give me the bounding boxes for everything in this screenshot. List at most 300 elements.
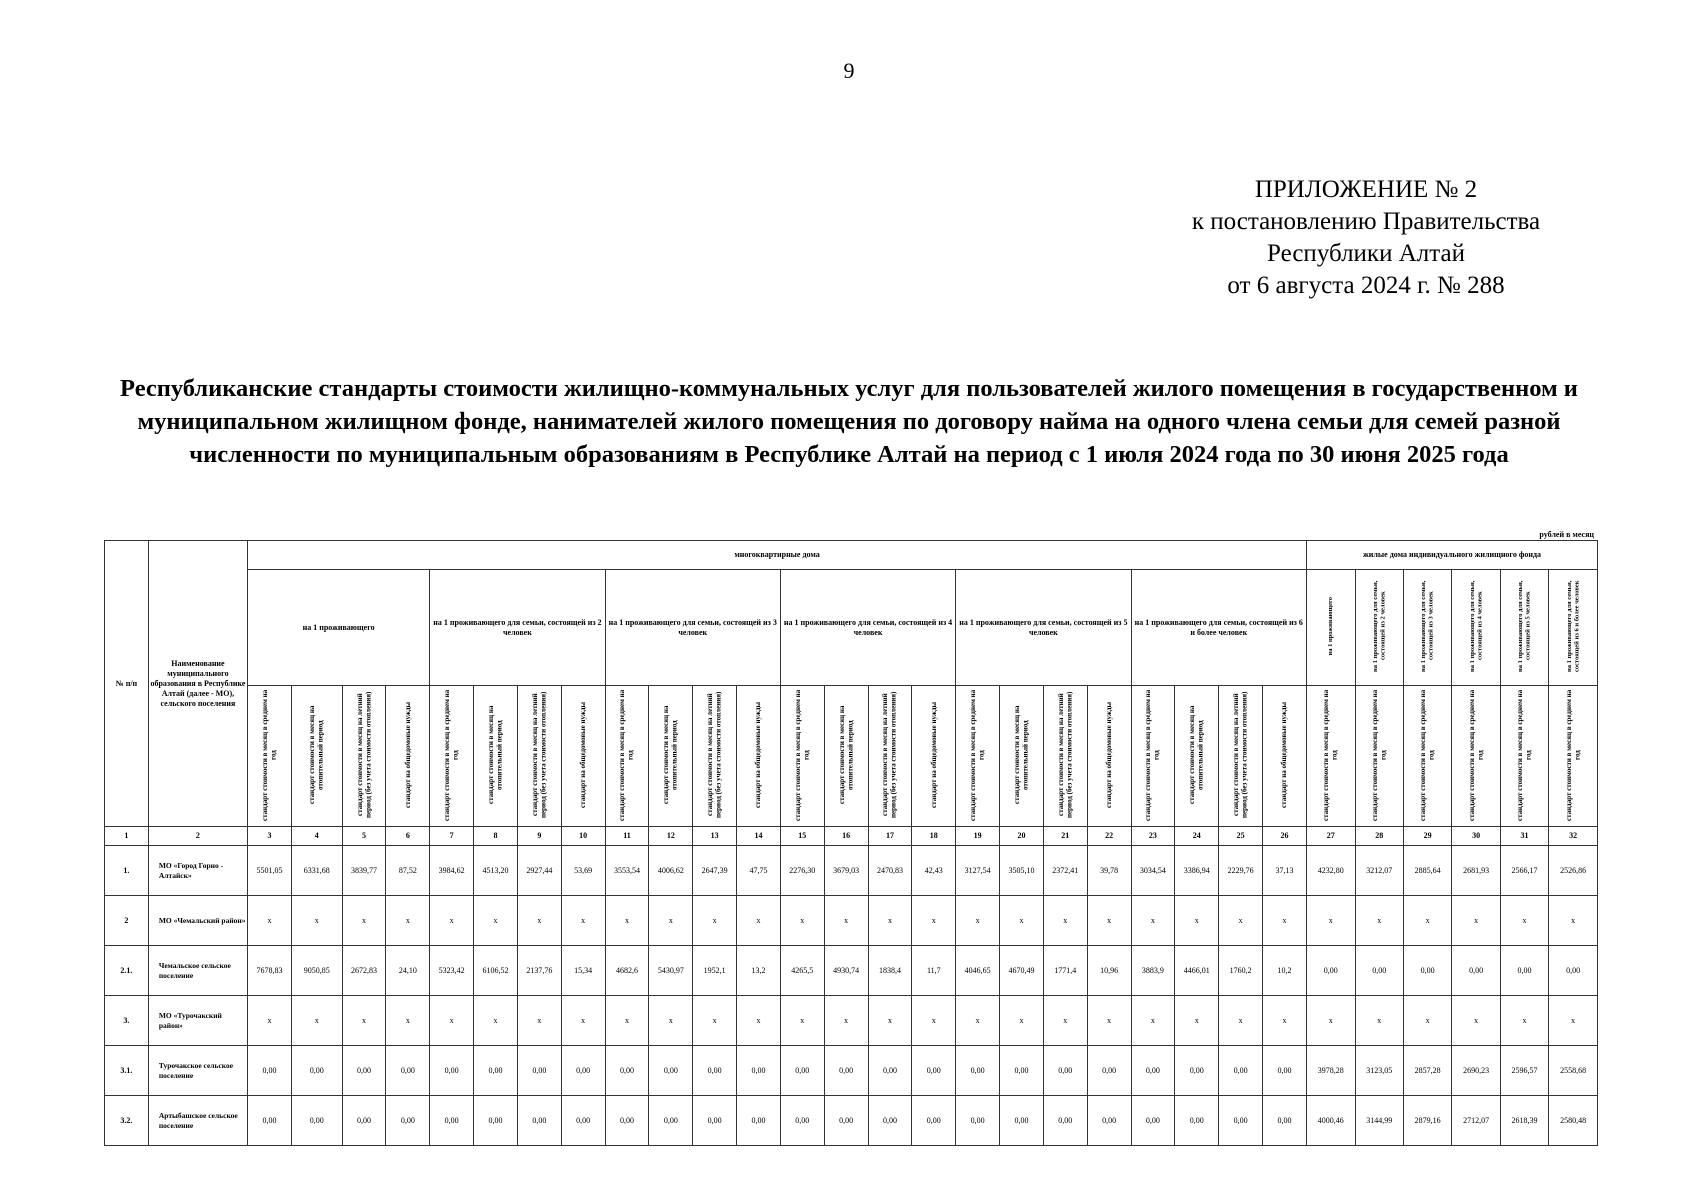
value-cell: 13,2 — [737, 946, 781, 996]
value-cell: 2558,68 — [1549, 1046, 1598, 1096]
header-column-rotated-text: стандарт стоимости в месяц на летний период (без учета стоимости отопления) — [1056, 691, 1074, 818]
header-column-rotated — [561, 686, 605, 827]
header-column-rotated — [342, 686, 386, 827]
value-cell: 10,2 — [1263, 946, 1307, 996]
header-subgroup-rotated-text: на 1 проживающего для семьи, состоящей из 3 человек — [1420, 580, 1435, 672]
value-cell: х — [868, 896, 912, 946]
value-cell: 2566,17 — [1500, 846, 1548, 896]
value-cell: 0,00 — [1000, 1046, 1044, 1096]
column-number: 4 — [291, 827, 342, 846]
header-column-rotated — [693, 686, 737, 827]
header-column-rotated-text: стандарт стоимости в месяц в среднем на год — [1322, 688, 1339, 821]
header-column-rotated — [824, 686, 868, 827]
value-cell: х — [1403, 996, 1451, 1046]
value-cell: 24,10 — [386, 946, 430, 996]
value-cell: 3127,54 — [956, 846, 1000, 896]
column-number: 16 — [824, 827, 868, 846]
value-cell: 15,34 — [561, 946, 605, 996]
header-column-rotated — [1000, 686, 1044, 827]
value-cell: 1838,4 — [868, 946, 912, 996]
standards-table — [104, 540, 1598, 1146]
header-column-rotated-text: стандарт стоимости в месяц в среднем на год — [1419, 688, 1436, 821]
value-cell: 0,00 — [1043, 1096, 1087, 1146]
value-cell: 0,00 — [956, 1096, 1000, 1146]
value-cell: х — [1549, 896, 1598, 946]
header-subgroup-rotated-text: на 1 проживающего для семьи, состоящей из 6 и более человек — [1565, 580, 1581, 672]
value-cell: 1771,4 — [1043, 946, 1087, 996]
header-subgroup-rotated-text: на 1 проживающего для семьи, состоящей из 2 человек — [1371, 580, 1387, 672]
value-cell: 3553,54 — [605, 846, 649, 896]
value-cell: 3839,77 — [342, 846, 386, 896]
column-number: 23 — [1131, 827, 1175, 846]
header-subgroup: на 1 проживающего для семьи, состоящей из 4 человек — [780, 570, 955, 686]
header-column-rotated-text: стандарт стоимости в месяц на летний период (без учета стоимости отопления) — [1232, 691, 1249, 818]
column-number: 15 — [780, 827, 824, 846]
table-row — [105, 946, 1598, 996]
header-subgroup-rotated — [1549, 570, 1598, 686]
header-column-rotated-text: стандарт стоимости в месяц в среднем на год — [1516, 688, 1533, 821]
header-row — [105, 686, 1598, 827]
header-row — [105, 570, 1598, 686]
value-cell: 2647,39 — [693, 846, 737, 896]
column-number: 5 — [342, 827, 386, 846]
value-cell: х — [912, 996, 956, 1046]
column-number: 1 — [105, 827, 149, 846]
value-cell: 0,00 — [912, 1046, 956, 1096]
value-cell: 0,00 — [605, 1096, 649, 1146]
value-cell: х — [474, 896, 518, 946]
value-cell: 0,00 — [912, 1096, 956, 1146]
column-number: 6 — [386, 827, 430, 846]
column-number: 9 — [517, 827, 561, 846]
value-cell: х — [780, 996, 824, 1046]
value-cell: 3978,28 — [1307, 1046, 1355, 1096]
value-cell: 2927,44 — [517, 846, 561, 896]
value-cell: 0,00 — [248, 1096, 292, 1146]
header-column-rotated — [1452, 686, 1500, 827]
value-cell: х — [386, 996, 430, 1046]
header-column-rotated-text: стандарт стоимости в месяц на отопительный период — [1012, 705, 1030, 804]
header-column-rotated-text: стандарт стоимости в месяц в среднем на год — [618, 688, 635, 821]
value-cell: 4466,01 — [1175, 946, 1219, 996]
column-number: 27 — [1307, 827, 1355, 846]
value-cell: х — [1355, 896, 1403, 946]
value-cell: 2229,76 — [1219, 846, 1263, 896]
value-cell: 0,00 — [291, 1046, 342, 1096]
value-cell: х — [1355, 996, 1403, 1046]
value-cell: х — [248, 996, 292, 1046]
value-cell: 0,00 — [1131, 1096, 1175, 1146]
value-cell: х — [649, 896, 693, 946]
value-cell: х — [517, 996, 561, 1046]
header-group-apartment-buildings: многоквартирные дома — [248, 541, 1307, 570]
value-cell: 5501,05 — [248, 846, 292, 896]
value-cell: х — [474, 996, 518, 1046]
value-cell: х — [1500, 996, 1548, 1046]
value-cell: 0,00 — [474, 1096, 518, 1146]
value-cell: 0,00 — [561, 1046, 605, 1096]
value-cell: 4513,20 — [474, 846, 518, 896]
header-column-rotated-text: стандарт стоимости в месяц в среднем на год — [1467, 688, 1485, 821]
column-number: 14 — [737, 827, 781, 846]
value-cell: 4670,49 — [1000, 946, 1044, 996]
value-cell: 0,00 — [517, 1046, 561, 1096]
value-cell: 37,13 — [1263, 846, 1307, 896]
value-cell: 2596,57 — [1500, 1046, 1548, 1096]
value-cell: 3883,9 — [1131, 946, 1175, 996]
value-cell: 0,00 — [1219, 1046, 1263, 1096]
value-cell: х — [956, 996, 1000, 1046]
header-number: № п/п — [105, 541, 149, 827]
value-cell: 4232,80 — [1307, 846, 1355, 896]
header-group-individual-houses: жилые дома индивидуального жилищного фонда — [1307, 541, 1598, 570]
value-cell: х — [1452, 896, 1500, 946]
row-number: 1. — [105, 846, 149, 896]
value-cell: 0,00 — [430, 1096, 474, 1146]
value-cell: х — [737, 896, 781, 946]
value-cell: 4930,74 — [824, 946, 868, 996]
value-cell: х — [1043, 996, 1087, 1046]
value-cell: х — [248, 896, 292, 946]
value-cell: х — [1175, 996, 1219, 1046]
value-cell: х — [1175, 896, 1219, 946]
column-number: 11 — [605, 827, 649, 846]
value-cell: х — [1219, 896, 1263, 946]
table-row — [105, 1046, 1598, 1096]
header-column-rotated-text: стандарт стоимости в месяц в среднем на год — [443, 688, 460, 821]
value-cell: 2857,28 — [1403, 1046, 1451, 1096]
column-number: 7 — [430, 827, 474, 846]
value-cell: х — [1087, 996, 1131, 1046]
value-cell: 0,00 — [824, 1096, 868, 1146]
value-cell: х — [605, 896, 649, 946]
value-cell: 2879,16 — [1403, 1096, 1451, 1146]
header-column-rotated — [737, 686, 781, 827]
header-column-rotated — [1087, 686, 1131, 827]
page-number: 9 — [843, 58, 855, 83]
value-cell: х — [956, 896, 1000, 946]
value-cell: 0,00 — [1549, 946, 1598, 996]
row-municipality-name: МО «Город Горно - Алтайск» — [148, 846, 247, 896]
value-cell: х — [291, 896, 342, 946]
value-cell: 6331,68 — [291, 846, 342, 896]
value-cell: 1760,2 — [1219, 946, 1263, 996]
header-column-rotated — [1355, 686, 1403, 827]
header-column-rotated-text: стандарт стоимости в месяц на летний период (без учета стоимости отопления) — [355, 691, 373, 818]
value-cell: х — [1263, 896, 1307, 946]
value-cell: 2137,76 — [517, 946, 561, 996]
header-column-rotated-text: стандарт на общедомовые нужды — [578, 701, 587, 808]
header-subgroup: на 1 проживающего для семьи, состоящей из 3 человек — [605, 570, 780, 686]
value-cell: 0,00 — [430, 1046, 474, 1096]
header-subgroup-rotated-text: на 1 проживающего — [1327, 596, 1335, 656]
value-cell: 0,00 — [1219, 1096, 1263, 1146]
value-cell: х — [1403, 896, 1451, 946]
header-subgroup-rotated-text: на 1 проживающего для семьи, состоящей из 4 человек — [1468, 580, 1484, 672]
value-cell: х — [291, 996, 342, 1046]
header-column-rotated — [780, 686, 824, 827]
row-municipality-name: Артыбашское сельское поселение — [148, 1096, 247, 1146]
appendix-line: ПРИЛОЖЕНИЕ № 2 — [1254, 176, 1478, 203]
value-cell: х — [1500, 896, 1548, 946]
row-municipality-name: Турочакское сельское поселение — [148, 1046, 247, 1096]
header-column-rotated — [912, 686, 956, 827]
header-column-rotated-text: стандарт стоимости в месяц на отопительный период — [837, 705, 855, 804]
column-number: 30 — [1452, 827, 1500, 846]
header-subgroup: на 1 проживающего для семьи, состоящей из 2 человек — [430, 570, 605, 686]
header-row — [105, 541, 1598, 570]
value-cell: х — [868, 996, 912, 1046]
header-subgroup: на 1 проживающего — [248, 570, 430, 686]
value-cell: 0,00 — [1087, 1046, 1131, 1096]
value-cell: 10,96 — [1087, 946, 1131, 996]
row-number: 2.1. — [105, 946, 149, 996]
value-cell: 3034,54 — [1131, 846, 1175, 896]
row-municipality-name: МО «Чемальский район» — [148, 896, 247, 946]
header-column-rotated-text: стандарт стоимости в месяц в среднем на год — [1564, 688, 1582, 821]
value-cell: 47,75 — [737, 846, 781, 896]
units-label: рублей в месяц — [1539, 530, 1594, 539]
column-number: 31 — [1500, 827, 1548, 846]
value-cell: 0,00 — [1452, 946, 1500, 996]
value-cell: 1952,1 — [693, 946, 737, 996]
column-number: 19 — [956, 827, 1000, 846]
value-cell: 5430,97 — [649, 946, 693, 996]
column-number: 13 — [693, 827, 737, 846]
value-cell: 0,00 — [342, 1096, 386, 1146]
header-column-rotated-text: стандарт стоимости в месяц на летний период (без учета стоимости отопления) — [530, 691, 548, 818]
value-cell: 2526,86 — [1549, 846, 1598, 896]
header-column-rotated-text: стандарт стоимости в месяц на отопительный период — [662, 705, 679, 804]
value-cell: 3212,07 — [1355, 846, 1403, 896]
value-cell: 0,00 — [474, 1046, 518, 1096]
header-column-rotated-text: стандарт стоимости в месяц на летний период (без учета стоимости отопления) — [881, 691, 898, 818]
value-cell: 3505,10 — [1000, 846, 1044, 896]
header-column-rotated-text: стандарт стоимости в месяц на отопительный период — [1188, 705, 1205, 804]
value-cell: х — [1452, 996, 1500, 1046]
value-cell: 4682,6 — [605, 946, 649, 996]
value-cell: 6106,52 — [474, 946, 518, 996]
value-cell: 2580,48 — [1549, 1096, 1598, 1146]
value-cell: 4265,5 — [780, 946, 824, 996]
column-number: 25 — [1219, 827, 1263, 846]
value-cell: 0,00 — [1000, 1096, 1044, 1146]
value-cell: 0,00 — [1403, 946, 1451, 996]
value-cell: 3144,99 — [1355, 1096, 1403, 1146]
header-column-rotated-text: стандарт на общедомовые нужды — [403, 701, 412, 808]
value-cell: 0,00 — [1263, 1096, 1307, 1146]
header-column-rotated — [517, 686, 561, 827]
header-column-rotated-text: стандарт стоимости в месяц на отопительный период — [308, 705, 325, 804]
value-cell: х — [737, 996, 781, 1046]
value-cell: х — [1131, 996, 1175, 1046]
value-cell: 2885,64 — [1403, 846, 1451, 896]
appendix-line: к постановлению Правительства — [1191, 208, 1541, 235]
value-cell: 2681,93 — [1452, 846, 1500, 896]
value-cell: х — [1219, 996, 1263, 1046]
value-cell: 53,69 — [561, 846, 605, 896]
value-cell: 0,00 — [780, 1046, 824, 1096]
header-column-rotated — [649, 686, 693, 827]
value-cell: х — [1549, 996, 1598, 1046]
value-cell: х — [561, 996, 605, 1046]
value-cell: х — [912, 896, 956, 946]
value-cell: 0,00 — [693, 1046, 737, 1096]
value-cell: 0,00 — [737, 1046, 781, 1096]
header-column-rotated — [1175, 686, 1219, 827]
header-column-rotated — [1403, 686, 1451, 827]
value-cell: х — [1307, 996, 1355, 1046]
header-column-rotated — [1043, 686, 1087, 827]
value-cell: 0,00 — [1307, 946, 1355, 996]
value-cell: 0,00 — [386, 1096, 430, 1146]
value-cell: 3386,94 — [1175, 846, 1219, 896]
row-number: 3.2. — [105, 1096, 149, 1146]
value-cell: 7678,83 — [248, 946, 292, 996]
value-cell: х — [342, 996, 386, 1046]
header-column-rotated-text: стандарт стоимости в месяц в среднем на год — [1144, 688, 1161, 821]
column-number: 8 — [474, 827, 518, 846]
table-row — [105, 1096, 1598, 1146]
value-cell: х — [430, 896, 474, 946]
value-cell: 0,00 — [605, 1046, 649, 1096]
header-column-rotated — [248, 686, 292, 827]
value-cell: х — [561, 896, 605, 946]
column-number: 32 — [1549, 827, 1598, 846]
row-municipality-name: Чемальское сельское поселение — [148, 946, 247, 996]
value-cell: х — [1307, 896, 1355, 946]
header-column-rotated-text: стандарт стоимости в месяц в среднем на год — [793, 688, 811, 821]
value-cell: 3123,05 — [1355, 1046, 1403, 1096]
value-cell: 0,00 — [956, 1046, 1000, 1096]
value-cell: х — [1087, 896, 1131, 946]
value-cell: 0,00 — [780, 1096, 824, 1146]
value-cell: 0,00 — [386, 1046, 430, 1096]
value-cell: х — [1000, 896, 1044, 946]
value-cell: х — [693, 896, 737, 946]
value-cell: х — [1000, 996, 1044, 1046]
value-cell: 9050,85 — [291, 946, 342, 996]
header-column-rotated — [291, 686, 342, 827]
header-subgroup-rotated — [1500, 570, 1548, 686]
column-number: 10 — [561, 827, 605, 846]
value-cell: х — [1263, 996, 1307, 1046]
value-cell: 0,00 — [1263, 1046, 1307, 1096]
header-column-rotated-text: стандарт на общедомовые нужды — [1280, 701, 1289, 808]
value-cell: 0,00 — [693, 1096, 737, 1146]
column-number: 24 — [1175, 827, 1219, 846]
value-cell: 2672,83 — [342, 946, 386, 996]
value-cell: 4000,46 — [1307, 1096, 1355, 1146]
value-cell: х — [605, 996, 649, 1046]
value-cell: х — [342, 896, 386, 946]
header-column-rotated-text: стандарт стоимости в месяц в среднем на год — [260, 688, 278, 821]
header-column-rotated — [605, 686, 649, 827]
value-cell: х — [649, 996, 693, 1046]
value-cell: 3984,62 — [430, 846, 474, 896]
column-number: 18 — [912, 827, 956, 846]
value-cell: 0,00 — [868, 1096, 912, 1146]
header-column-rotated-text: стандарт стоимости в месяц в среднем на год — [969, 688, 986, 821]
value-cell: 2712,07 — [1452, 1096, 1500, 1146]
header-column-rotated — [474, 686, 518, 827]
header-subgroup-rotated — [1452, 570, 1500, 686]
value-cell: 0,00 — [1500, 946, 1548, 996]
value-cell: 2276,30 — [780, 846, 824, 896]
column-numbers-row — [105, 827, 1598, 846]
document-title: Республиканские стандарты стоимости жилищно-коммунальных услуг для пользователей жилого помещения в государственном и муниципальном жилищном фонде, нанимателей жилого помещения по договору найма на одного члена семьи для семей разной численности по муниципальным образованиям в Республике Алтай на период с 1 июля 2024 года по 30 июня 2025 года — [120, 375, 1578, 468]
row-number: 3. — [105, 996, 149, 1046]
value-cell: 0,00 — [1175, 1046, 1219, 1096]
column-number: 26 — [1263, 827, 1307, 846]
value-cell: х — [693, 996, 737, 1046]
column-number: 12 — [649, 827, 693, 846]
table-row — [105, 996, 1598, 1046]
table-row — [105, 896, 1598, 946]
header-column-rotated — [386, 686, 430, 827]
value-cell: 0,00 — [248, 1046, 292, 1096]
value-cell: 0,00 — [1043, 1046, 1087, 1096]
value-cell: 0,00 — [868, 1046, 912, 1096]
value-cell: х — [1043, 896, 1087, 946]
value-cell: 0,00 — [1175, 1096, 1219, 1146]
value-cell: 5323,42 — [430, 946, 474, 996]
value-cell: 4006,62 — [649, 846, 693, 896]
value-cell: х — [1131, 896, 1175, 946]
column-number: 22 — [1087, 827, 1131, 846]
column-number: 20 — [1000, 827, 1044, 846]
column-number: 21 — [1043, 827, 1087, 846]
value-cell: 0,00 — [649, 1096, 693, 1146]
value-cell: 2372,41 — [1043, 846, 1087, 896]
header-column-rotated-text: стандарт на общедомовые нужды — [1104, 701, 1113, 808]
value-cell: 4046,65 — [956, 946, 1000, 996]
value-cell: 42,43 — [912, 846, 956, 896]
header-subgroup-rotated-text: на 1 проживающего для семьи, состоящей из 5 человек — [1517, 580, 1532, 672]
value-cell: 2618,39 — [1500, 1096, 1548, 1146]
appendix-line: от 6 августа 2024 г. № 288 — [1227, 272, 1505, 299]
header-subgroup: на 1 проживающего для семьи, состоящей из 6 и более человек — [1131, 570, 1307, 686]
value-cell: 0,00 — [517, 1096, 561, 1146]
header-subgroup: на 1 проживающего для семьи, состоящей из 5 человек — [956, 570, 1131, 686]
value-cell: 87,52 — [386, 846, 430, 896]
header-column-rotated-text: стандарт стоимости в месяц на отопительный период — [487, 705, 504, 804]
header-column-rotated — [1219, 686, 1263, 827]
column-number: 29 — [1403, 827, 1451, 846]
row-municipality-name: МО «Турочакский район» — [148, 996, 247, 1046]
header-column-rotated-text: стандарт на общедомовые нужды — [929, 701, 938, 808]
value-cell: х — [430, 996, 474, 1046]
column-number: 2 — [148, 827, 247, 846]
appendix-line: Республики Алтай — [1267, 240, 1465, 267]
value-cell: 11,7 — [912, 946, 956, 996]
header-column-rotated — [1131, 686, 1175, 827]
value-cell: 0,00 — [561, 1096, 605, 1146]
table-row — [105, 846, 1598, 896]
header-subgroup-rotated — [1355, 570, 1403, 686]
header-column-rotated-text: стандарт на общедомовые нужды — [754, 701, 763, 808]
column-number: 28 — [1355, 827, 1403, 846]
header-column-rotated-text: стандарт стоимости в месяц в среднем на год — [1370, 688, 1388, 821]
header-column-rotated — [1549, 686, 1598, 827]
header-column-rotated — [430, 686, 474, 827]
header-subgroup-rotated — [1307, 570, 1355, 686]
value-cell: х — [824, 996, 868, 1046]
value-cell: 0,00 — [1087, 1096, 1131, 1146]
value-cell: 2470,83 — [868, 846, 912, 896]
row-number: 3.1. — [105, 1046, 149, 1096]
header-municipality: Наименование муниципального образования в Республике Алтай (далее - МО), сельского поселения — [148, 541, 247, 827]
